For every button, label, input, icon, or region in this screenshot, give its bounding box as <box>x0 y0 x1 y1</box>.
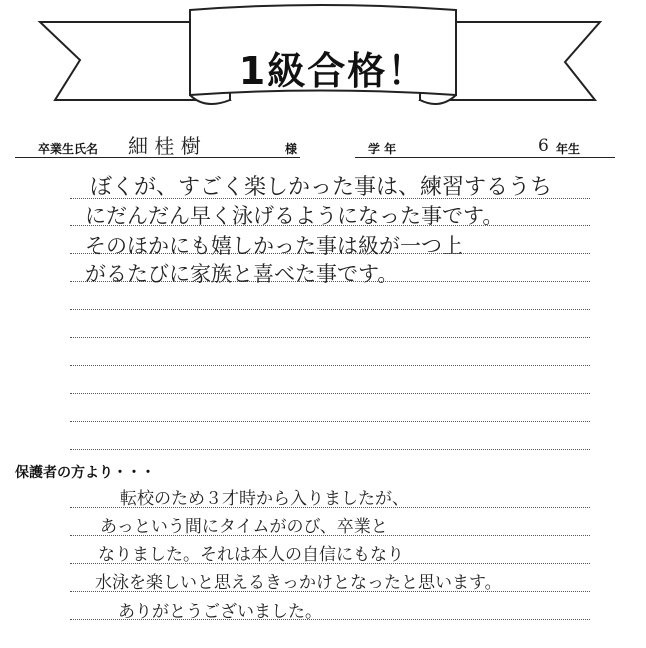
grade-suffix: 年生 <box>556 142 581 156</box>
guardian-label: 保護者の方より・・・ <box>15 465 155 481</box>
name-value: 細 桂 樹 <box>128 134 201 158</box>
student-line: ぼくが、すごく楽しかった事は、練習するうち <box>90 175 553 200</box>
guardian-line: あっという間にタイムがのび、卒業と <box>100 517 388 537</box>
grade-underline <box>355 157 615 158</box>
banner-title: 1級合格！ <box>238 49 428 93</box>
guardian-line: なりました。それは本人の自信にもなり <box>98 545 404 565</box>
guardian-line: ありがとうございました。 <box>118 602 322 622</box>
student-line: にだんだん早く泳げるようになった事です。 <box>85 204 504 228</box>
name-label: 卒業生氏名 <box>38 142 99 156</box>
student-line: がるたびに家族と喜べた事です。 <box>85 262 399 286</box>
grade-label: 学 年 <box>368 142 397 156</box>
guardian-line: 転校のため３才時から入りましたが、 <box>120 489 409 509</box>
name-underline <box>15 157 300 158</box>
student-line: そのほかにも嬉しかった事は級が一つ上 <box>85 234 463 258</box>
guardian-line: 水泳を楽しいと思えるきっかけとなったと思います。 <box>95 573 502 593</box>
grade-value: 6 <box>538 136 549 156</box>
honorific: 様 <box>285 142 298 156</box>
